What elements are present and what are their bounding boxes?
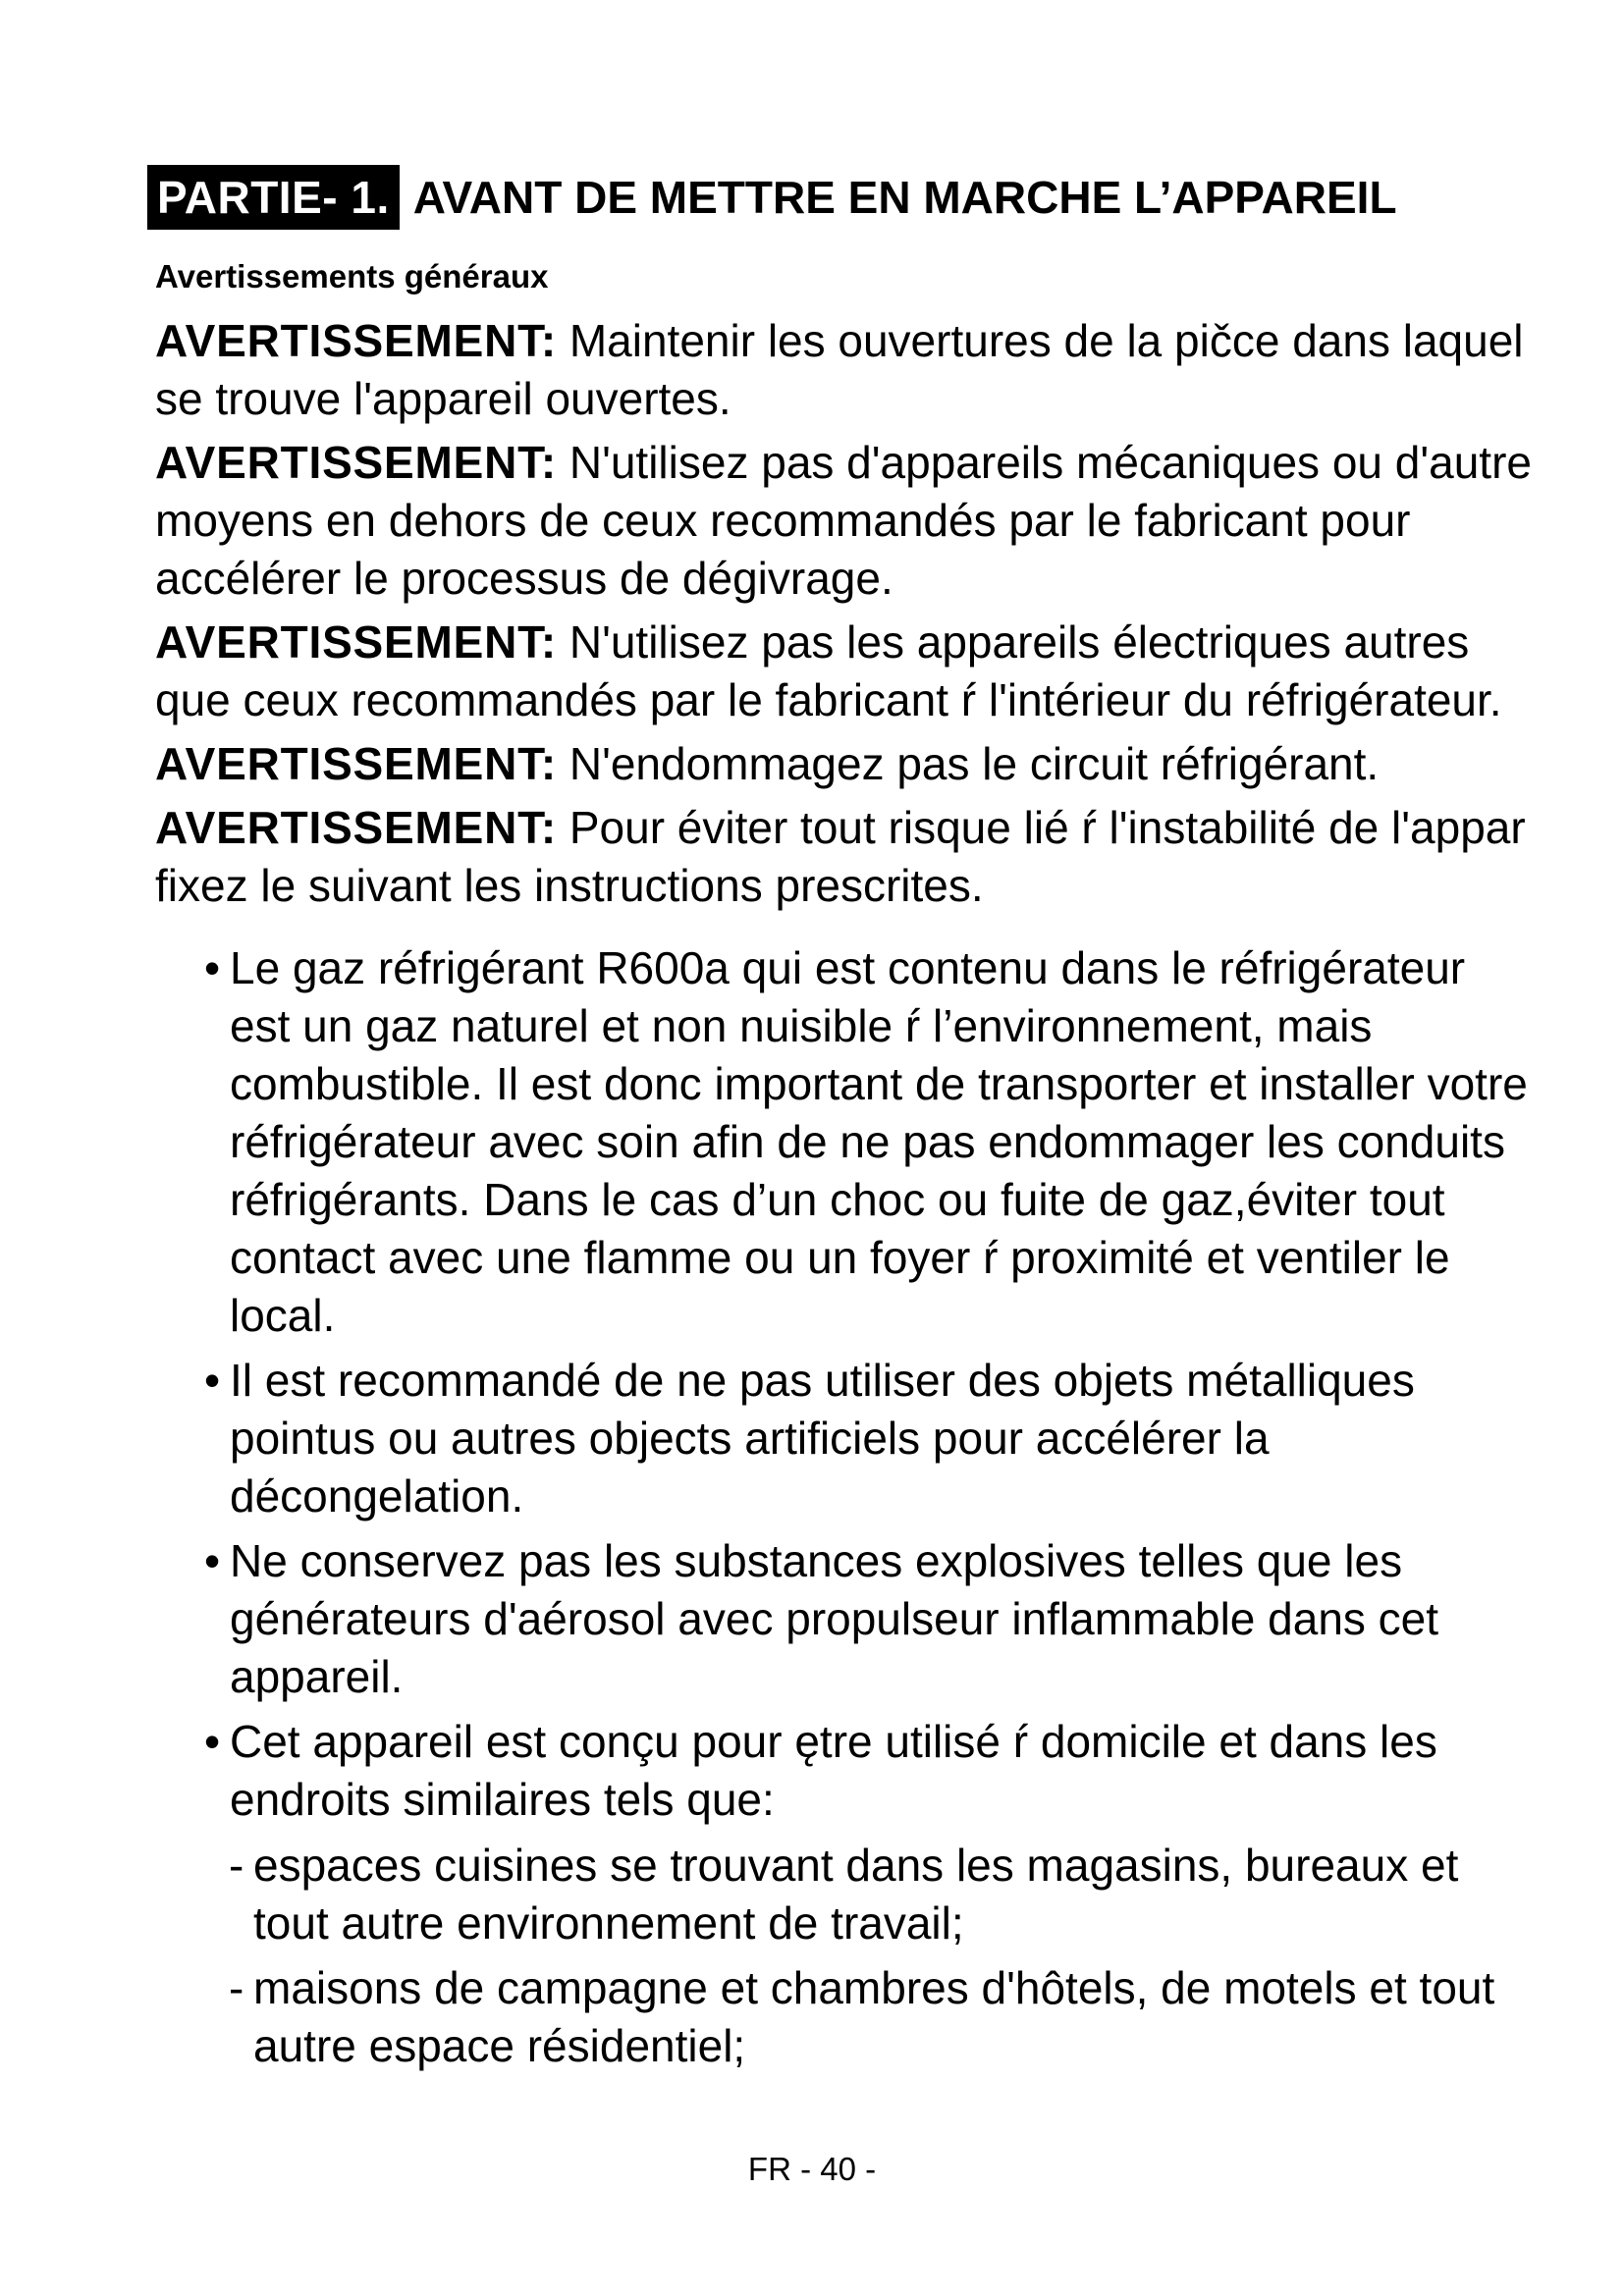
section-header	[147, 165, 1397, 234]
warning-line: que ceux recommandés par le fabricant ŕ l'intérieur du réfrigérateur.	[155, 674, 1502, 725]
dash-line: tout autre environnement de travail;	[253, 1897, 964, 1949]
bullet-line: décongelation.	[230, 1470, 524, 1522]
bullet-line: réfrigérants. Dans le cas d’un choc ou fuite de gaz,éviter tout	[230, 1174, 1445, 1225]
warning-paragraph	[155, 312, 1598, 428]
warning-text: N'utilisez pas les appareils électriques autres	[568, 616, 1470, 667]
warnings-list	[155, 312, 1598, 921]
dash-item	[229, 1837, 1598, 1952]
subsection-title: Avertissements généraux	[155, 258, 549, 294]
warning-line: accélérer le processus de dégivrage.	[155, 553, 893, 604]
part-badge: PARTIE- 1.	[147, 165, 400, 230]
bullet-list	[204, 939, 1598, 1836]
warning-line: fixez le suivant les instructions prescrites.	[155, 860, 984, 911]
bullet-line: local.	[230, 1290, 336, 1341]
bullet-line: générateurs d'aérosol avec propulseur inflammable dans cet	[230, 1593, 1439, 1644]
dash-line: espaces cuisines se trouvant dans les magasins, bureaux et	[253, 1840, 1459, 1891]
bullet-line: Cet appareil est conçu pour ętre utilisé ŕ domicile et dans les	[230, 1716, 1437, 1767]
warning-label: AVERTISSEMENT:	[155, 437, 558, 488]
warning-line	[155, 434, 1598, 492]
bullet-line: endroits similaires tels que:	[230, 1774, 775, 1825]
warning-line: se trouve l'appareil ouvertes.	[155, 373, 731, 424]
bullet-marker: •	[204, 942, 221, 993]
warning-label: AVERTISSEMENT:	[155, 802, 558, 853]
section-title: AVANT DE METTRE EN MARCHE L’APPAREIL	[412, 172, 1397, 223]
warning-line	[155, 799, 1598, 857]
bullet-line: Le gaz réfrigérant R600a qui est contenu dans le réfrigérateur	[230, 942, 1466, 993]
warning-line	[155, 735, 1598, 793]
warning-line	[155, 312, 1598, 370]
dash-line: autre espace résidentiel;	[253, 2020, 746, 2071]
bullet-line: combustible. Il est donc important de transporter et installer votre	[230, 1058, 1528, 1109]
bullet-marker: •	[204, 1535, 221, 1586]
bullet-marker: •	[204, 1716, 221, 1767]
warning-text: N'endommagez pas le circuit réfrigérant.	[568, 738, 1380, 789]
dash-list	[229, 1837, 1598, 2082]
bullet-line: Ne conservez pas les substances explosives telles que les	[230, 1535, 1403, 1586]
bullet-item	[204, 1713, 1598, 1829]
bullet-line: est un gaz naturel et non nuisible ŕ l’environnement, mais	[230, 1000, 1373, 1051]
bullet-line: contact avec une flamme ou un foyer ŕ proximité et ventiler le	[230, 1232, 1450, 1283]
warning-text: Maintenir les ouvertures de la pičce dans laquel	[568, 315, 1524, 366]
warning-line: moyens en dehors de ceux recommandés par le fabricant pour	[155, 495, 1411, 546]
bullet-item	[204, 939, 1598, 1345]
bullet-line: réfrigérateur avec soin afin de ne pas endommager les conduits	[230, 1116, 1505, 1167]
warning-text: N'utilisez pas d'appareils mécaniques ou d'autre	[568, 437, 1532, 488]
bullet-item	[204, 1532, 1598, 1706]
warning-paragraph	[155, 434, 1598, 608]
warning-paragraph	[155, 614, 1598, 729]
warning-label: AVERTISSEMENT:	[155, 616, 558, 667]
bullet-item	[204, 1352, 1598, 1525]
dash-item	[229, 1959, 1598, 2075]
warning-paragraph	[155, 799, 1598, 915]
dash-line: maisons de campagne et chambres d'hôtels, de motels et tout	[253, 1962, 1495, 2013]
warning-text: Pour éviter tout risque lié ŕ l'instabilité de l'appar	[568, 802, 1526, 853]
bullet-line: pointus ou autres objects artificiels pour accélérer la	[230, 1413, 1270, 1464]
bullet-line: appareil.	[230, 1651, 404, 1702]
dash-marker: -	[229, 1962, 244, 2013]
dash-marker: -	[229, 1840, 244, 1891]
warning-label: AVERTISSEMENT:	[155, 738, 558, 789]
page-number: FR - 40 -	[747, 2151, 877, 2187]
warning-label: AVERTISSEMENT:	[155, 315, 558, 366]
warning-paragraph	[155, 735, 1598, 793]
bullet-line: Il est recommandé de ne pas utiliser des objets métalliques	[230, 1355, 1415, 1406]
bullet-marker: •	[204, 1355, 221, 1406]
warning-line	[155, 614, 1598, 671]
